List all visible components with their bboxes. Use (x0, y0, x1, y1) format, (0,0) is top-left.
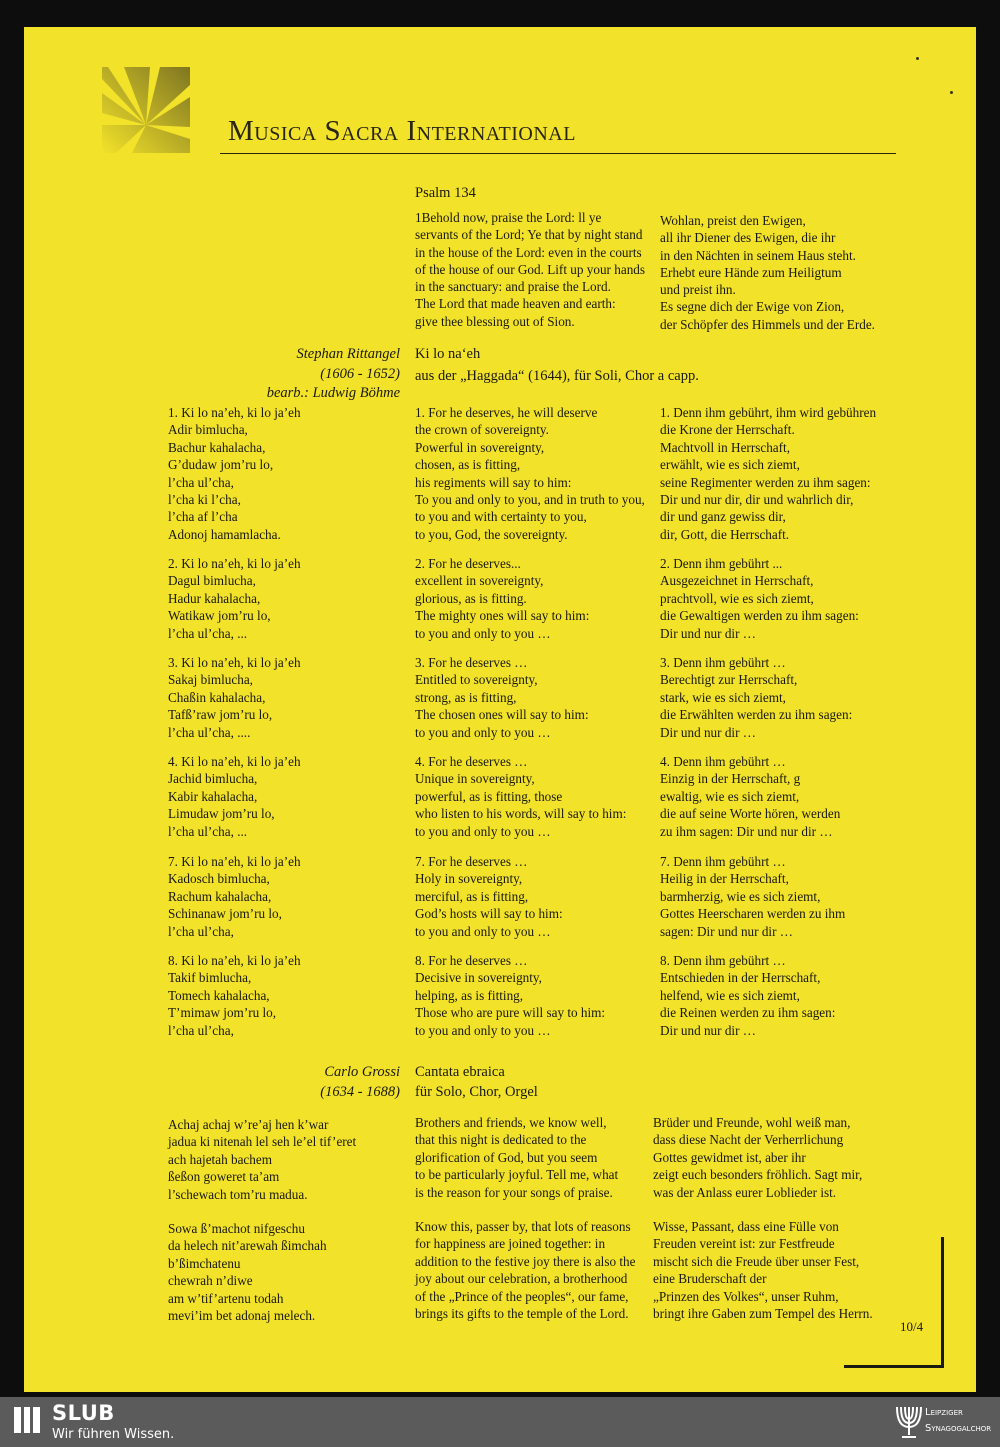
stanza3-hebrew: 3. Ki lo na’eh, ki lo ja’eh Sakaj bimlucha, Chaßin kahalacha, Tafß’raw jom’ru lo, l’cha ul’cha, .... (168, 655, 301, 740)
psalm-german-text: Wohlan, preist den Ewigen, all ihr Diener des Ewigen, die ihr in den Nächten in seinem Haus steht. Erhebt eure Hände zum Heiligtum und preist ihn. Es segne dich der Ewige von Zion, der Schöpfer des Himmels und der Erde. (660, 213, 875, 332)
work1-arranger: bearb.: Ludwig Böhme (266, 385, 400, 401)
work2-subtitle: für Solo, Chor, Orgel (415, 1084, 538, 1100)
work2-dates: (1634 - 1688) (320, 1084, 400, 1100)
partner-name-line1: Leipziger (925, 1407, 963, 1418)
stanza8-english: 8. For he deserves … Decisive in sovereignty, helping, as is fitting, Those who are pure will say to him: to you and only to you … (415, 953, 606, 1038)
stanza4-hebrew: 4. Ki lo na’eh, ki lo ja’eh Jachid bimlucha, Kabir kahalacha, Limudaw jom’ru lo, l’cha ul’cha, ... (168, 754, 301, 839)
brand-title: Musica Sacra International (228, 115, 576, 147)
stanza8-hebrew: 8. Ki lo na’eh, ki lo ja’eh Takif bimlucha, Tomech kahalacha, T’mimaw jom’ru lo, l’cha ul’cha, (168, 953, 301, 1038)
partner-name-line2: Synagogalchor (925, 1423, 992, 1434)
work2-title: Cantata ebraica (415, 1064, 505, 1080)
work1-subtitle: aus der „Haggada“ (1644), für Soli, Chor a capp. (415, 368, 699, 384)
psalm-english-text: 1Behold now, praise the Lord: ll ye servants of the Lord; Ye that by night stand in the house of the Lord: even in the courts of the house of our God. Lift up your hands in the sanctuary: and praise the Lord. The Lord that made heaven and earth: give thee blessing out of Sion. (415, 210, 646, 329)
musica-sacra-logo-icon (102, 67, 190, 153)
psalm-title: Psalm 134 (415, 185, 476, 201)
header-rule (220, 153, 896, 154)
corner-mark (941, 1237, 944, 1368)
menorah-icon (896, 1403, 922, 1441)
stanza3-german: 3. Denn ihm gebührt … Berechtigt zur Herrschaft, stark, wie es sich ziemt, die Erwählten werden zu ihm sagen: Dir und nur dir … (660, 655, 853, 740)
stanza7-hebrew: 7. Ki lo na’eh, ki lo ja’eh Kadosch bimlucha, Rachum kahalacha, Schinanaw jom’ru lo, l’cha ul’cha, (168, 854, 301, 939)
cantata-stanza2-german: Wisse, Passant, dass eine Fülle von Freuden vereint ist: zur Festfreude mischt sich die Freude über unser Fest, eine Bruderschaft der „Prinzen des Volkes“, unser Ruhm, bringt ihre Gaben zum Tempel des Herrn. (653, 1219, 873, 1322)
stanza2-german: 2. Denn ihm gebührt ... Ausgezeichnet in Herrschaft, prachtvoll, wie es sich ziemt, die Gewaltigen werden zu ihm sagen: Dir und nur dir … (660, 556, 859, 641)
stanza4-english: 4. For he deserves … Unique in sovereignty, powerful, as is fitting, those who listen to his words, will say to him: to you and only to you … (415, 754, 627, 839)
stanza3-english: 3. For he deserves … Entitled to sovereignty, strong, as is fitting, The chosen ones will say to him: to you and only to you … (415, 655, 589, 740)
library-name: SLUB (52, 1401, 115, 1425)
work1-dates: (1606 - 1652) (320, 366, 400, 382)
stanza4-german: 4. Denn ihm gebührt … Einzig in der Herrschaft, g ewaltig, wie es sich ziemt, die auf seine Worte hören, werden zu ihm sagen: Dir und nur dir … (660, 754, 841, 839)
paper-speck (950, 91, 953, 94)
viewer-footer (0, 1397, 1000, 1447)
cantata-stanza1-german: Brüder und Freunde, wohl weiß man, dass diese Nacht der Verherrlichung Gottes gewidmet ist, aber ihr zeigt euch besonders fröhlich. Sagt mir, was der Anlass eurer Loblieder ist. (653, 1115, 863, 1200)
cantata-stanza2-hebrew: Sowa ß’machot nifgeschu da helech nit’arewah ßimchah b’ßimchatenu chewrah n’diwe am w’tif’artenu todah mevi’im bet adonaj melech. (168, 1221, 327, 1324)
cantata-stanza1-hebrew: Achaj achaj w’re’aj hen k’war jadua ki nitenah lel seh le’el tif’eret ach hajetah bachem ßeßon goweret ta’am l’schewach tom’ru madua. (168, 1117, 357, 1202)
stanza8-german: 8. Denn ihm gebührt … Entschieden in der Herrschaft, helfend, wie es sich ziemt, die Reinen werden zu ihm sagen: Dir und nur dir … (660, 953, 836, 1038)
stanza1-german: 1. Denn ihm gebührt, ihm wird gebühren die Krone der Herrschaft. Machtvoll in Herrschaft, erwählt, wie es sich ziemt, seine Regimenter werden zu ihm sagen: Dir und nur dir, dir und wahrlich dir, dir und ganz gewiss dir, dir, Gott, die Herrschaft. (660, 405, 877, 542)
corner-mark (844, 1365, 944, 1368)
slub-logo-icon (14, 1407, 40, 1433)
stanza1-english: 1. For he deserves, he will deserve the crown of sovereignty. Powerful in sovereignty, chosen, as is fitting, his regiments will say to him: To you and only to you, and in truth to you, to you and with certainty to you, to you, God, the sovereignty. (415, 405, 645, 542)
page-number: 10/4 (900, 1319, 924, 1334)
work2-composer: Carlo Grossi (324, 1064, 400, 1080)
stanza2-english: 2. For he deserves... excellent in sovereignty, glorious, as is fitting. The mighty ones will say to him: to you and only to you … (415, 556, 590, 641)
paper-speck (916, 57, 919, 60)
document-page (24, 27, 976, 1392)
work1-title: Ki lo na‘eh (415, 346, 481, 362)
work1-composer: Stephan Rittangel (296, 346, 400, 362)
cantata-stanza1-english: Brothers and friends, we know well, that this night is dedicated to the glorification of God, but you seem to be particularly joyful. Tell me, what is the reason for your songs of praise. (415, 1115, 619, 1200)
stanza7-german: 7. Denn ihm gebührt … Heilig in der Herrschaft, barmherzig, wie es sich ziemt, Gottes Heerscharen werden zu ihm sagen: Dir und nur dir … (660, 854, 846, 939)
library-tagline: Wir führen Wissen. (52, 1427, 175, 1442)
stanza7-english: 7. For he deserves … Holy in sovereignty, merciful, as is fitting, God’s hosts will say to him: to you and only to you … (415, 854, 563, 939)
stanza2-hebrew: 2. Ki lo na’eh, ki lo ja’eh Dagul bimlucha, Hadur kahalacha, Watikaw jom’ru lo, l’cha ul’cha, ... (168, 556, 301, 641)
stanza1-hebrew: 1. Ki lo na’eh, ki lo ja’eh Adir bimlucha, Bachur kahalacha, G’dudaw jom’ru lo, l’cha ul’cha, l’cha ki l’cha, l’cha af l’cha Adonoj hamamlacha. (168, 405, 301, 542)
cantata-stanza2-english: Know this, passer by, that lots of reasons for happiness are joined together: in addition to the festive joy there is also the joy about our celebration, a brotherhood of the „Prince of the peoples“, our fame, brings its gifts to the temple of the Lord. (415, 1219, 636, 1322)
